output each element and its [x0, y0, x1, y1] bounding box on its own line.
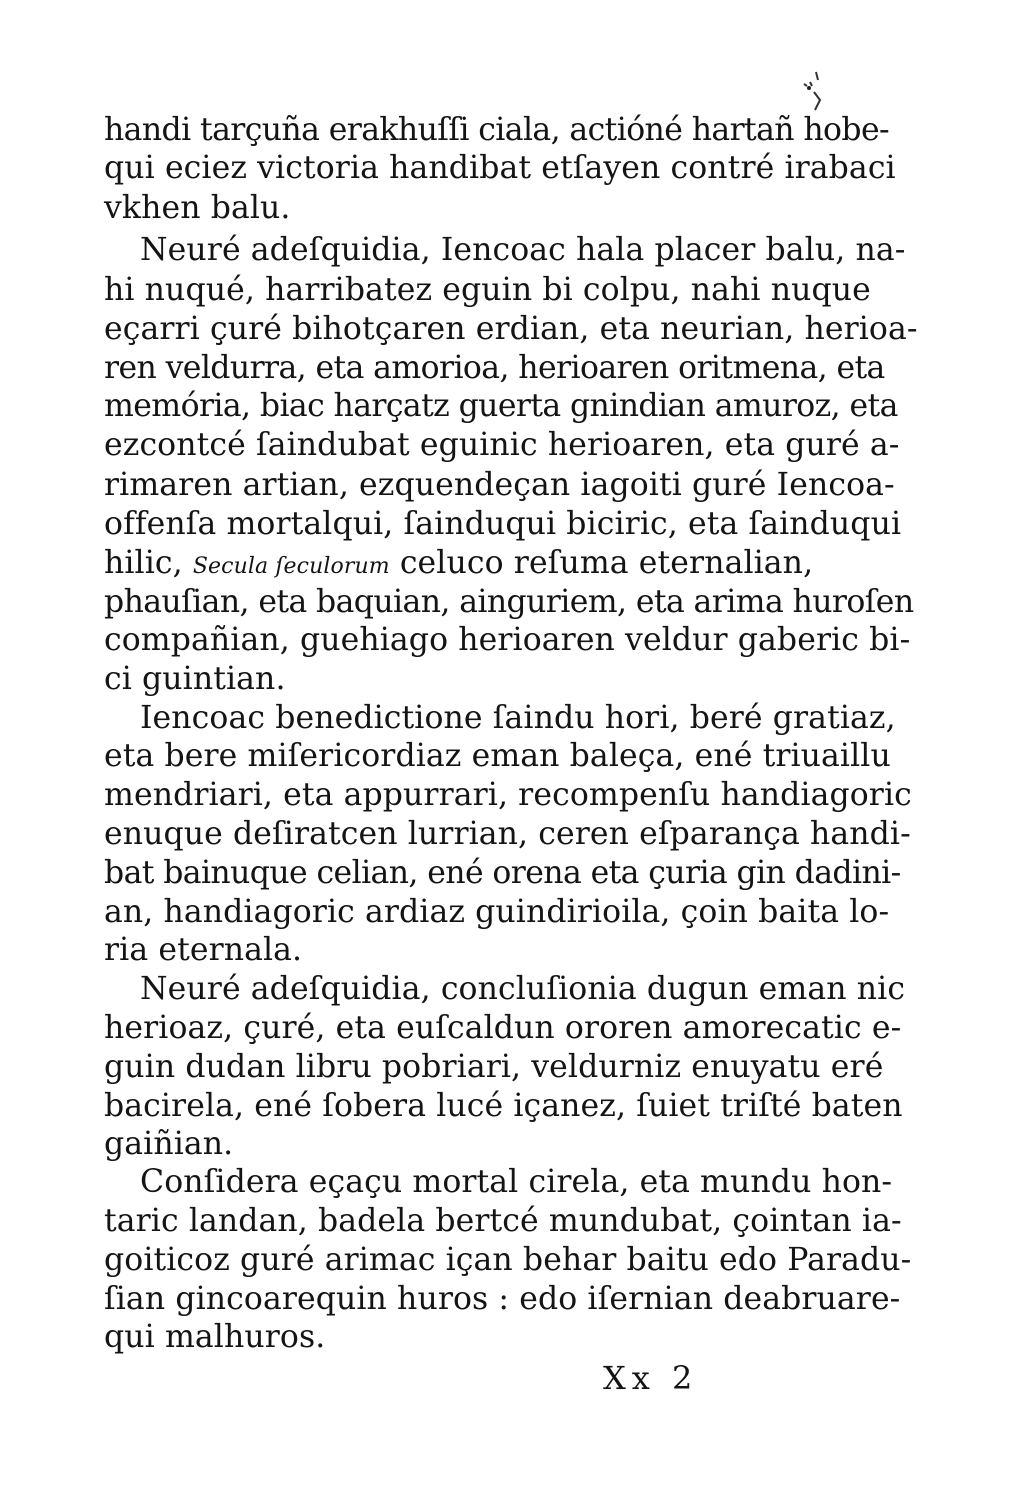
- text-line-12-end: celuco reſuma eternalian,: [389, 545, 814, 581]
- text-line-28: Conſidera eçaçu mortal cirela, eta mundu hon-: [140, 1164, 893, 1200]
- latin-phrase: Secula ſeculorum: [192, 554, 390, 579]
- text-line-15: ci guintian.: [104, 661, 286, 697]
- text-line-4: Neuré adeſquidia, Iencoac hala placer balu, na-: [140, 232, 906, 268]
- text-line-11: offenſa mortalqui, ſainduqui biciric, eta ſainduqui: [104, 506, 902, 542]
- text-line-27: gaiñian.: [104, 1126, 234, 1162]
- text-line-22: ria eternala.: [104, 932, 303, 968]
- ornament-mark-icon: [790, 70, 824, 114]
- text-line-18: mendriari, eta appurrari, recompenſu handiagoric: [104, 777, 912, 813]
- text-line-13: phauſian, eta baquian, ainguriem, eta arima huroſen: [104, 584, 914, 620]
- text-line-19: enuque deſiratcen lurrian, ceren eſparança handi-: [104, 816, 911, 852]
- text-line-16: Iencoac benedictione ſaindu hori, beré gratiaz,: [140, 700, 896, 736]
- text-line-24: herioaz, çuré, eta euſcaldun ororen amorecatic e-: [104, 1010, 902, 1046]
- text-line-17: eta bere miſericordiaz eman baleça, ené triuaillu: [104, 738, 891, 774]
- text-line-2: qui eciez victoria handibat etſayen contré irabaci: [104, 150, 896, 186]
- text-line-20: bat bainuque celian, ené orena eta çuria gin dadini-: [104, 855, 901, 891]
- text-line-31: ſian gincoarequin huros : edo iſernian deabruare-: [104, 1281, 901, 1317]
- text-line-6: eçarri çuré bihotçaren erdian, eta neurian, herioa-: [104, 311, 918, 347]
- text-line-3: vkhen balu.: [104, 190, 291, 226]
- signature-mark: Xx 2: [603, 1359, 699, 1397]
- text-line-30: goiticoz guré arimac içan behar baitu edo Paradu-: [104, 1242, 912, 1278]
- text-line-1: handi tarçuña erakhuſſi ciala, actióné hartañ hobe-: [104, 112, 890, 148]
- text-line-12: [104, 545, 813, 585]
- text-line-32: qui malhuros.: [104, 1319, 326, 1355]
- text-line-10: rimaren artian, ezquendeçan iagoiti guré Iencoa-: [104, 467, 895, 503]
- text-line-26: bacirela, ené ſobera lucé içanez, ſuiet triſté baten: [104, 1088, 903, 1124]
- text-line-8: memória, biac harçatz guerta gnindian amuroz, eta: [104, 388, 898, 424]
- text-line-23: Neuré adeſquidia, concluſionia dugun eman nic: [140, 971, 906, 1007]
- text-line-29: taric landan, badela bertcé mundubat, çointan ia-: [104, 1203, 902, 1239]
- text-line-7: ren veldurra, eta amorioa, herioaren oritmena, eta: [104, 350, 885, 386]
- text-line-9: ezcontcé ſaindubat eguinic herioaren, eta guré a-: [104, 427, 900, 463]
- text-line-12-start: hilic,: [104, 545, 193, 581]
- text-line-14: compañian, guehiago herioaren veldur gaberic bi-: [104, 622, 911, 658]
- text-line-21: an, handiagoric ardiaz guindirioila, çoin baita lo-: [104, 894, 890, 930]
- text-line-5: hi nuqué, harribatez eguin bi colpu, nahi nuque: [104, 272, 871, 308]
- text-line-25: guin dudan libru pobriari, veldurniz enuyatu eré: [104, 1049, 884, 1085]
